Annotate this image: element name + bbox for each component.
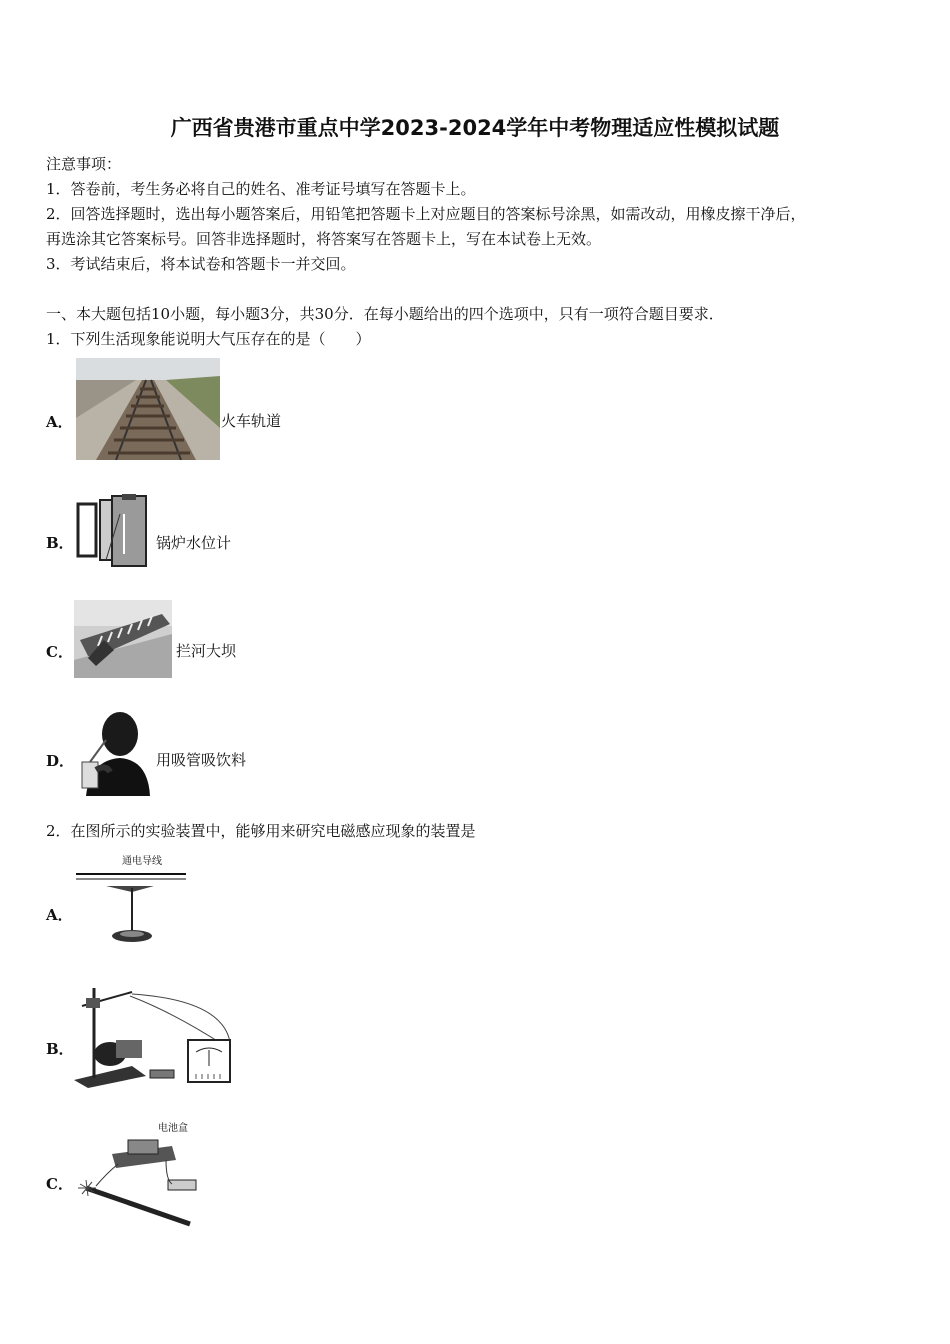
question-1-stem: 1．下列生活现象能说明大气压存在的是（ ） bbox=[46, 330, 371, 348]
note-line: 2．回答选择题时，选出每小题答案后，用铅笔把答题卡上对应题目的答案标号涂黑，如需改动，用橡皮擦干净后， bbox=[46, 205, 806, 223]
note-line: 3．考试结束后，将本试卷和答题卡一并交回。 bbox=[46, 255, 356, 273]
note-line: 再选涂其它答案标号。回答非选择题时，将答案写在答题卡上，写在本试卷上无效。 bbox=[46, 230, 602, 248]
option-c-letter: C． bbox=[46, 643, 73, 661]
induction-apparatus-image bbox=[72, 982, 234, 1090]
railway-track-image bbox=[76, 358, 220, 460]
q2-option-a-label: 通电导线 bbox=[122, 856, 162, 867]
q2-option-b-letter: B． bbox=[46, 1040, 74, 1058]
option-d-letter: D． bbox=[46, 752, 75, 770]
q2-option-c-label: 电池盒 bbox=[158, 1123, 188, 1134]
boiler-gauge-image bbox=[76, 494, 152, 568]
river-dam-image bbox=[74, 600, 172, 678]
option-c-caption: 拦河大坝 bbox=[176, 642, 237, 660]
notes-heading: 注意事项： bbox=[46, 155, 122, 173]
option-d-caption: 用吸管吸饮料 bbox=[156, 751, 247, 769]
option-b-caption: 锅炉水位计 bbox=[156, 534, 232, 552]
q2-option-c-letter: C． bbox=[46, 1175, 73, 1193]
q2-option-a-letter: A． bbox=[46, 906, 73, 924]
option-a-caption: 火车轨道 bbox=[221, 412, 282, 430]
straw-drinking-image bbox=[76, 710, 152, 796]
option-a-letter: A． bbox=[46, 413, 73, 431]
battery-box-apparatus-image bbox=[76, 1124, 200, 1230]
note-line: 1．答卷前，考生务必将自己的姓名、准考证号填写在答题卡上。 bbox=[46, 180, 476, 198]
option-b-letter: B． bbox=[46, 534, 74, 552]
question-2-stem: 2．在图所示的实验装置中，能够用来研究电磁感应现象的装置是 bbox=[46, 822, 476, 840]
page-title: 广西省贵港市重点中学2023-2024学年中考物理适应性模拟试题 bbox=[170, 116, 780, 140]
section-heading: 一、本大题包括10小题，每小题3分，共30分．在每小题给出的四个选项中，只有一项符合题目要求． bbox=[46, 305, 724, 323]
